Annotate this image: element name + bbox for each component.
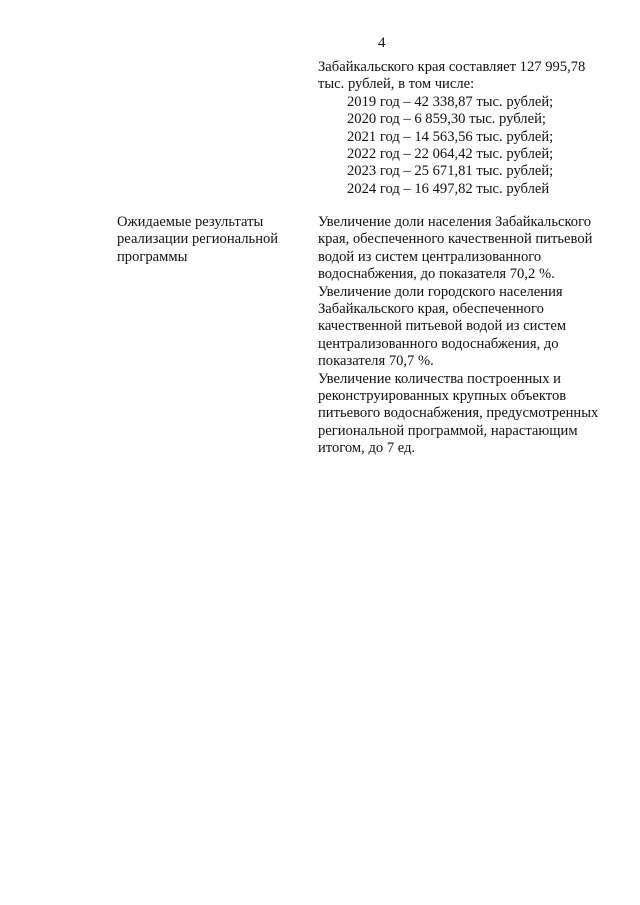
funding-year-line: 2019 год – 42 338,87 тыс. рублей; (347, 93, 554, 110)
result-line: региональной программой, нарастающим (318, 422, 578, 439)
result-line: водой из систем централизованного (318, 248, 542, 265)
result-line: реконструированных крупных объектов (318, 388, 567, 405)
result-line: качественной питьевой водой из систем (318, 318, 567, 335)
result-line: итогом, до 7 ед. (318, 440, 416, 457)
funding-line: тыс. рублей, в том числе: (318, 76, 475, 93)
expected-results-content (318, 214, 618, 458)
result-line: водоснабжения, до показателя 70,2 %. (318, 266, 555, 283)
result-line: показателя 70,7 %. (318, 353, 434, 370)
funding-year-line: 2020 год – 6 859,30 тыс. рублей; (347, 111, 546, 128)
funding-year-line: 2024 год – 16 497,82 тыс. рублей (347, 180, 550, 197)
result-line: централизованного водоснабжения, до (318, 335, 559, 352)
result-line: Увеличение доли населения Забайкальского (318, 214, 592, 230)
result-line: Увеличение доли городского населения (318, 283, 563, 300)
funding-year-line: 2023 год – 25 671,81 тыс. рублей; (347, 163, 554, 180)
label-line: программы (117, 248, 188, 265)
page-number: 4 (378, 35, 386, 51)
result-line: Забайкальского края, обеспеченного (318, 301, 544, 318)
funding-text (318, 59, 618, 198)
result-line: питьевого водоснабжения, предусмотренных (318, 405, 599, 422)
label-line: Ожидаемые результаты (117, 214, 264, 230)
funding-line: Забайкальского края составляет 127 995,78 (318, 59, 586, 75)
funding-year-line: 2021 год – 14 563,56 тыс. рублей; (347, 128, 554, 145)
label-line: реализации региональной (117, 231, 279, 248)
result-line: края, обеспеченного качественной питьевой (318, 231, 593, 248)
expected-results-label (117, 214, 307, 266)
result-line: Увеличение количества построенных и (318, 370, 561, 387)
funding-year-line: 2022 год – 22 064,42 тыс. рублей; (347, 146, 554, 163)
